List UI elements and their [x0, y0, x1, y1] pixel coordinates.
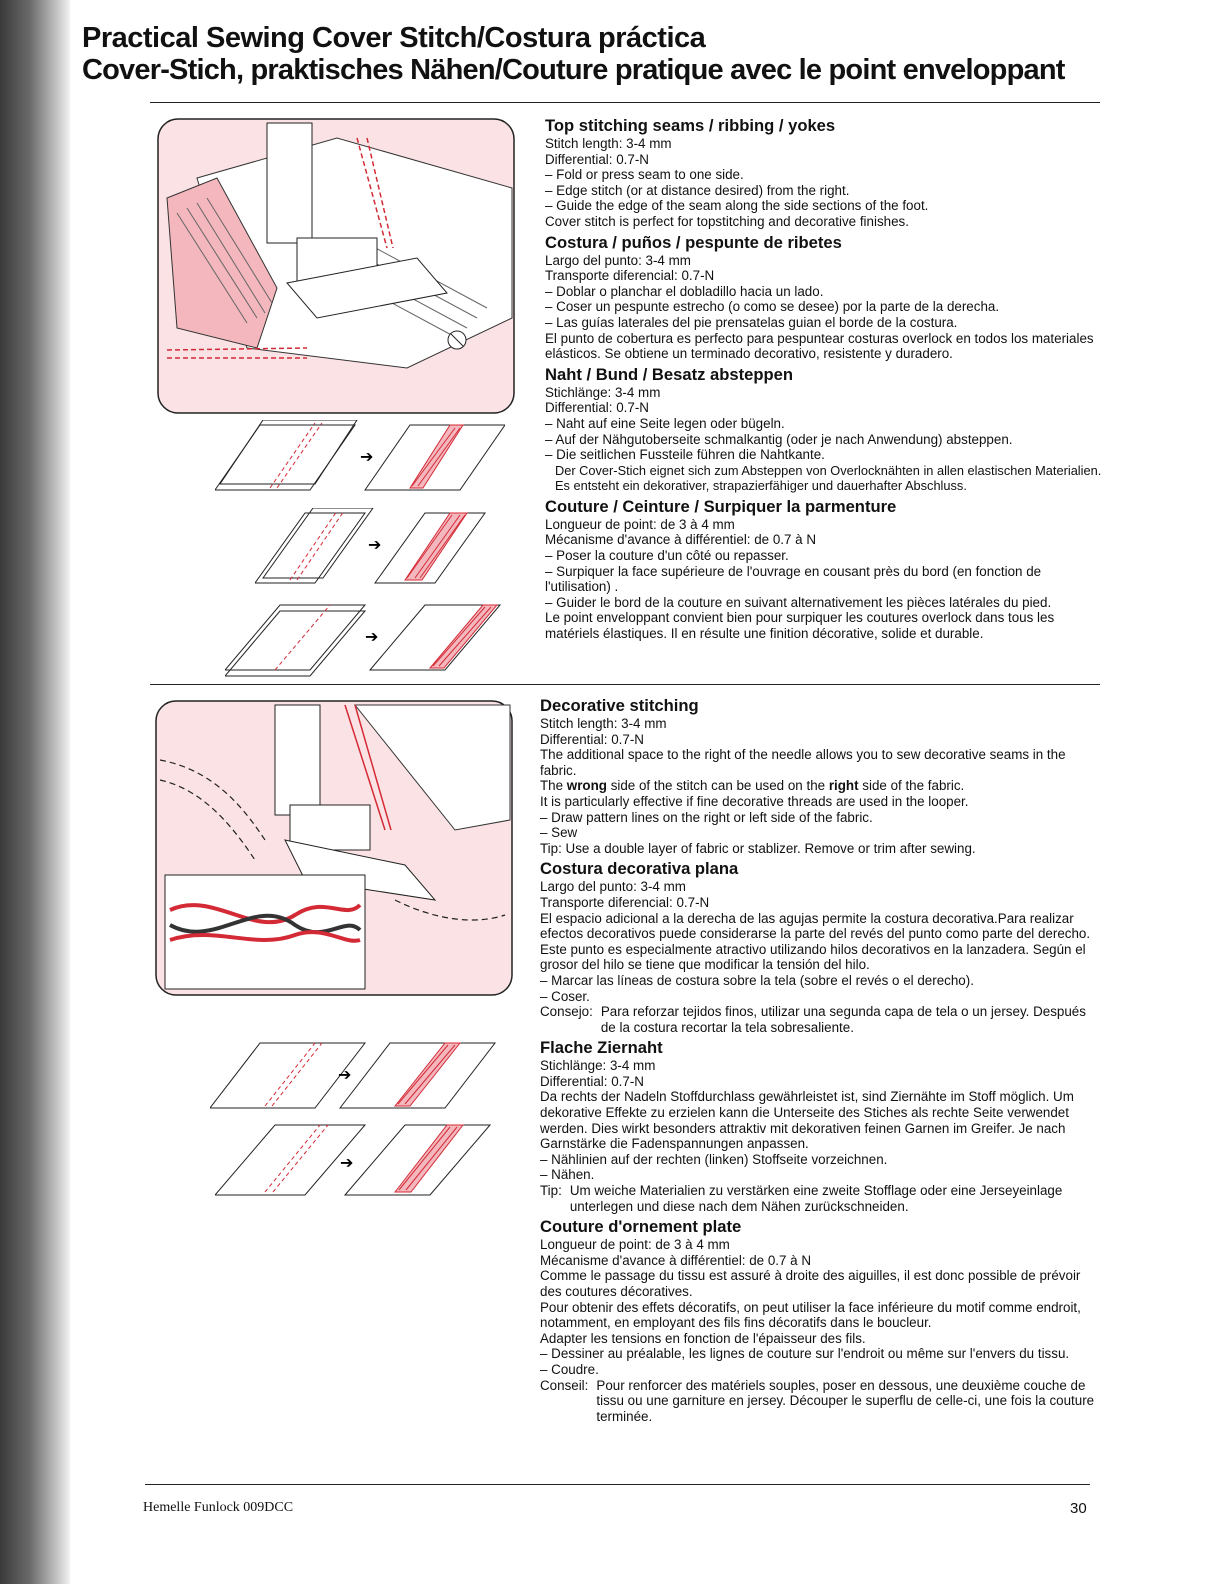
tip-fr — [540, 1378, 1102, 1425]
section1-fr — [545, 497, 1105, 642]
section1-en — [545, 116, 1105, 230]
text-line: – Doblar o planchar el dobladillo hacia un lado. — [545, 283, 824, 299]
text-line-wrong-side — [540, 778, 1102, 794]
section-divider — [150, 684, 1100, 685]
text-line: Mécanisme d'avance à différentiel: de 0.7 à N — [545, 532, 817, 548]
text-line: Pour obtenir des effets décoratifs, on peut utiliser la face inférieure du motif comme endroit, notamment, en employant des fils fins décoratifs dans le boucleur. — [540, 1299, 1081, 1331]
text-line: – Die seitlichen Fussteile führen die Nahtkante. — [545, 447, 825, 463]
fabric-diagram-4 — [210, 1038, 500, 1110]
text-fragment: The — [540, 778, 567, 794]
text-line: Transporte diferencial: 0.7-N — [545, 268, 715, 284]
text-line: – Naht auf eine Seite legen oder bügeln. — [545, 415, 785, 431]
text-line: Differential: 0.7-N — [545, 400, 649, 416]
text-line: – Dessiner au préalable, les lignes de couture sur l'endroit ou même sur l'envers du tissu. — [540, 1346, 1070, 1362]
scan-binding-edge — [0, 0, 70, 1584]
text-line: Comme le passage du tissu est assuré à droite des aiguilles, il est donc possible de prévoir des coutures décoratives. — [540, 1268, 1081, 1299]
section2-de — [540, 1038, 1102, 1214]
heading-topstitch-de: Naht / Bund / Besatz absteppen — [545, 364, 794, 384]
section2-es — [540, 859, 1102, 1035]
section2-text — [540, 696, 1102, 1427]
text-bold: wrong — [566, 778, 607, 794]
tip-label: Consejo: — [540, 1004, 593, 1020]
text-line: El espacio adicional a la derecha de las agujas permite la costura decorativa.Para realizar efectos decorativos puede considerarse la parte del revés del punto como parte del derecho. Este punto es especialmente atractivo utilizando hilos decorativos en la lanzadera. Según el grosor del hilo se tiene que modificar la tensión del hilo. — [540, 910, 1091, 973]
text-line: It is particularly effective if fine decorative threads are used in the looper. — [540, 793, 969, 809]
footer-brand: Hemelle Funlock 009DCC — [143, 1500, 294, 1515]
fabric-diagram-3 — [225, 600, 505, 678]
text-line: – Sew — [540, 825, 578, 841]
text-line: – Fold or press seam to one side. — [545, 167, 744, 183]
text-line: Stichlänge: 3-4 mm — [545, 384, 661, 400]
section1-de — [545, 365, 1105, 494]
text-line: Largo del punto: 3-4 mm — [545, 252, 691, 268]
text-line: – Coser un pespunte estrecho (o como se desee) por la parte de la derecha. — [545, 299, 1000, 315]
text-line: – Edge stitch (or at distance desired) from the right. — [545, 182, 850, 198]
text-line: – Surpiquer la face supérieure de l'ouvrage en cousant près du bord (en fonction de l'utilisation) . — [545, 563, 1042, 595]
text-line: – Las guías laterales del pie prensatelas guian el borde de la costura. — [545, 314, 958, 330]
svg-text:➔: ➔ — [338, 1065, 352, 1084]
text-line: – Guide the edge of the seam along the side sections of the foot. — [545, 198, 929, 214]
heading-topstitch-en: Top stitching seams / ribbing / yokes — [545, 116, 836, 135]
text-line: El punto de cobertura es perfecto para pespuntear costuras overlock en todos los materiales elásticos. Se obtiene un terminado decorativo, resistente y duradero. — [545, 330, 1094, 362]
text-line: Largo del punto: 3-4 mm — [540, 879, 686, 895]
text-line: – Guider le bord de la couture en suivant alternativement les pièces latérales du pied. — [545, 594, 1052, 610]
svg-text:➔: ➔ — [368, 535, 382, 554]
section2-fr — [540, 1217, 1102, 1424]
section2-en — [540, 696, 1102, 856]
text-line: Stichlänge: 3-4 mm — [540, 1058, 656, 1074]
fabric-diagram-1 — [215, 420, 505, 492]
section1-es — [545, 233, 1105, 362]
text-line: – Nähen. — [540, 1167, 595, 1183]
tip-es — [540, 1004, 1102, 1035]
text-line: – Marcar las líneas de costura sobre la tela (sobre el revés o el derecho). — [540, 972, 974, 988]
text-note: Der Cover-Stich eignet sich zum Absteppen von Overlocknähten in allen elastischen Materialien. Es entsteht ein dekorativer, strapazierfähiger und dauerhafter Abschluss. — [555, 462, 1102, 494]
fabric-diagram-5 — [215, 1120, 495, 1200]
page-title — [82, 22, 1122, 86]
svg-text:➔: ➔ — [360, 447, 374, 466]
text-line: – Coudre. — [540, 1361, 599, 1377]
text-line: – Coser. — [540, 988, 590, 1004]
heading-decorative-de: Flache Ziernaht — [540, 1038, 663, 1058]
tip-text: Pour renforcer des matériels souples, poser en dessous, une deuxième couche de tissu ou une garniture en jersey. Découper le superflu de celle-ci, une fois la couture terminée. — [596, 1377, 1095, 1424]
title-rule — [150, 102, 1100, 103]
text-line: Cover stitch is perfect for topstitching and decorative finishes. — [545, 213, 909, 229]
tip-text: Para reforzar tejidos finos, utilizar una segunda capa de tela o un jersey. Después de la costura recortar la tela sobresaliente. — [600, 1004, 1086, 1035]
tip-label: Conseil: — [540, 1377, 589, 1393]
section1-text — [545, 116, 1105, 645]
text-line: Tip: Use a double layer of fabric or stablizer. Remove or trim after sewing. — [540, 840, 976, 856]
tip-de — [540, 1183, 1102, 1214]
text-line: Le point enveloppant convient bien pour surpiquer les coutures overlock dans tous les matériels élastiques. Il en résulte une finition décorative, solide et durable. — [545, 610, 1055, 642]
text-fragment: side of the stitch can be used on the — [606, 778, 829, 794]
title-line-1: Practical Sewing Cover Stitch/Costura práctica — [82, 22, 706, 54]
heading-decorative-es: Costura decorativa plana — [540, 859, 739, 879]
text-line: The additional space to the right of the needle allows you to sew decorative seams in the fabric. — [540, 747, 1066, 778]
text-line: Longueur de point: de 3 à 4 mm — [540, 1237, 730, 1253]
heading-topstitch-es: Costura / puños / pespunte de ribetes — [545, 232, 842, 252]
text-line: Stitch length: 3-4 mm — [545, 136, 672, 151]
heading-topstitch-fr: Couture / Ceinture / Surpiquer la parmenture — [545, 496, 897, 516]
heading-decorative-en: Decorative stitching — [540, 696, 699, 715]
text-line: Da rechts der Nadeln Stoffdurchlass gewährleistet ist, sind Ziernähte im Stoff möglich. Um dekorative Effekte zu erzielen kann die Unterseite des Stiches als rechte Seite verwendet werden. Dies wirkt besonders attraktiv mit dekorativen feinen Garnen im Greifer. Je nach Garnstärke die Fadenspannungen anpassen. — [540, 1089, 1074, 1152]
text-line: Mécanisme d'avance à différentiel: de 0.7 à N — [540, 1252, 812, 1268]
text-line: Transporte diferencial: 0.7-N — [540, 894, 710, 910]
text-line: Differential: 0.7-N — [540, 731, 644, 747]
machine-illustration-topstitch — [157, 118, 515, 414]
machine-illustration-decorative — [155, 700, 513, 996]
text-bold: right — [828, 778, 859, 794]
text-line: Longueur de point: de 3 à 4 mm — [545, 516, 735, 532]
title-line-2: Cover-Stich, praktisches Nähen/Couture pratique avec le point enveloppant — [82, 54, 1065, 86]
tip-text: Um weiche Materialien zu verstärken eine zweite Stofflage oder eine Jerseyeinlage unterlegen und diese nach dem Nähen zurückschneiden. — [569, 1183, 1063, 1214]
svg-text:➔: ➔ — [365, 627, 379, 646]
text-line: Differential: 0.7-N — [540, 1073, 644, 1089]
text-line: Differential: 0.7-N — [545, 151, 649, 167]
page-number: 30 — [1070, 1500, 1087, 1517]
svg-text:➔: ➔ — [340, 1153, 354, 1172]
text-line: Adapter les tensions en fonction de l'épaisseur des fils. — [540, 1330, 866, 1346]
text-line: – Auf der Nähgutoberseite schmalkantig (oder je nach Anwendung) absteppen. — [545, 431, 1013, 447]
tip-label: Tip: — [540, 1183, 562, 1199]
heading-decorative-fr: Couture d'ornement plate — [540, 1217, 742, 1237]
fabric-diagram-2 — [255, 508, 495, 588]
text-line: – Draw pattern lines on the right or left side of the fabric. — [540, 809, 873, 825]
text-line: – Poser la couture d'un côté ou repasser. — [545, 548, 789, 564]
text-line: Stitch length: 3-4 mm — [540, 716, 667, 731]
footer-rule — [145, 1484, 1090, 1485]
text-line: – Nählinien auf der rechten (linken) Stoffseite vorzeichnen. — [540, 1151, 888, 1167]
text-fragment: side of the fabric. — [858, 778, 965, 794]
